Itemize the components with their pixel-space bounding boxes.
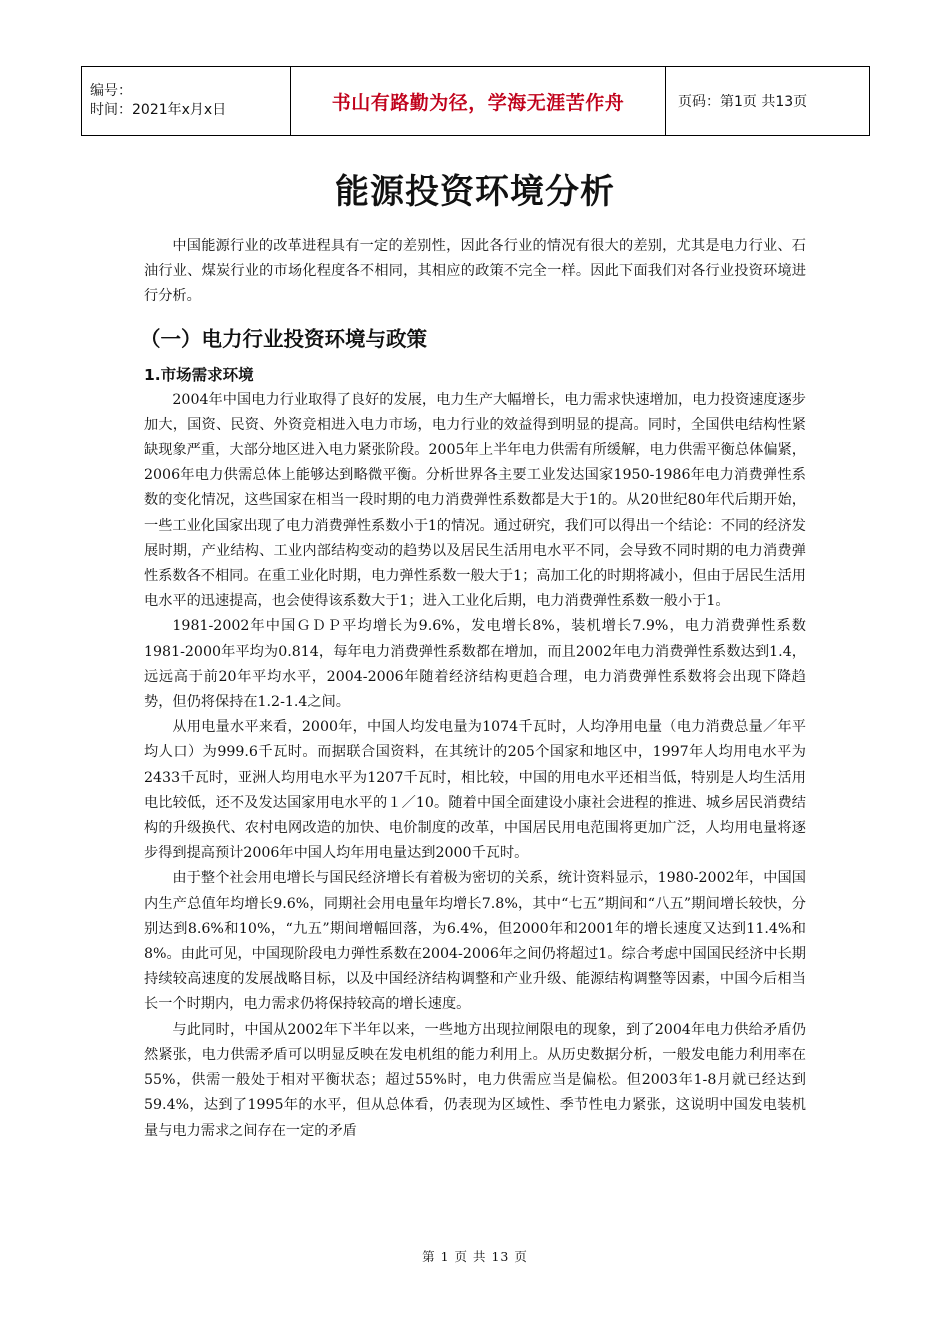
document-number-label: 编号： [90, 83, 132, 99]
document-time-label: 时间：2021年x月x日 [90, 102, 227, 118]
document-body [140, 234, 806, 1144]
body-paragraph: 与此同时，中国从2002年下半年以来，一些地方出现拉闸限电的现象，到了2004年电力供给矛盾仍然紧张，电力供需矛盾可以明显反映在发电机组的能力利用上。从历史数据分析，一般发电能力利用率在55%，供需一般处于相对平衡状态；超过55%时，电力供需应当是偏松。但2003年1-8月就已经达到59.4%，达到了1995年的水平，但从总体看，仍表现为区域性、季节性电力紧张，这说明中国发电装机量与电力需求之间存在一定的矛盾 [144, 1021, 806, 1139]
body-paragraph: 由于整个社会用电增长与国民经济增长有着极为密切的关系，统计资料显示，1980-2002年，中国国内生产总值年均增长9.6%，同期社会用电量年均增长7.8%，其中“七五”期间和“八五”期间增长较快，分别达到8.6%和10%，“九五”期间增幅回落，为6.4%，但2000年和2001年的增长速度又达到11.4%和8%。由此可见，中国现阶段电力弹性系数在2004-2006年之间仍将超过1。综合考虑中国国民经济中长期持续较高速度的发展战略目标，以及中国经济结构调整和产业升级、能源结构调整等因素，中国今后相当长一个时期内，电力需求仍将保持较高的增长速度。 [144, 870, 806, 1013]
intro-paragraph: 中国能源行业的改革进程具有一定的差别性，因此各行业的情况有很大的差别，尤其是电力行业、石油行业、煤炭行业的市场化程度各不相同，其相应的政策不完全一样。因此下面我们对各行业投资环境进行分析。 [144, 238, 806, 305]
subsection-heading: 1.市场需求环境 [144, 365, 254, 384]
header-page-info: 页码：第1页 共13页 [666, 67, 870, 136]
body-paragraph: 1981-2002年中国ＧＤＰ平均增长为9.6%，发电增长8%，装机增长7.9%，电力消费弹性系数1981-2000年平均为0.814，每年电力消费弹性系数都在增加，而且2002年电力消费弹性系数达到1.4，远远高于前20年平均水平，2004-2006年随着经济结构更趋合理，电力消费弹性系数将会出现下降趋势，但仍将保持在1.2-1.4之间。 [144, 618, 806, 711]
document-title: 能源投资环境分析 [335, 172, 615, 212]
header-table [81, 66, 870, 136]
header-meta-cell [82, 67, 291, 136]
header-motto: 书山有路勤为径，学海无涯苦作舟 [291, 67, 666, 136]
section-heading: （一）电力行业投资环境与政策 [140, 326, 427, 351]
body-paragraph: 从用电量水平来看，2000年，中国人均发电量为1074千瓦时，人均净用电量（电力消费总量／年平均人口）为999.6千瓦时。而据联合国资料，在其统计的205个国家和地区中，1997年人均用电水平为2433千瓦时，亚洲人均用电水平为1207千瓦时，相比较，中国的用电水平还相当低，特别是人均生活用电比较低，还不及发达国家用电水平的１／10。随着中国全面建设小康社会进程的推进、城乡居民消费结构的升级换代、农村电网改造的加快、电价制度的改革，中国居民用电范围将更加广泛，人均用电量将逐步得到提高预计2006年中国人均年用电量达到2000千瓦时。 [144, 719, 806, 862]
body-paragraph: 2004年中国电力行业取得了良好的发展，电力生产大幅增长，电力需求快速增加，电力投资速度逐步加大，国资、民资、外资竞相进入电力市场，电力行业的效益得到明显的提高。同时，全国供电结构性紧缺现象严重，大部分地区进入电力紧张阶段。2005年上半年电力供需有所缓解，电力供需平衡总体偏紧，2006年电力供需总体上能够达到略微平衡。分析世界各主要工业发达国家1950-1986年电力消费弹性系数的变化情况，这些国家在相当一段时期的电力消费弹性系数都是大于1的。从20世纪80年代后期开始，一些工业化国家出现了电力消费弹性系数小于1的情况。通过研究，我们可以得出一个结论：不同的经济发展时期，产业结构、工业内部结构变动的趋势以及居民生活用电水平不同，会导致不同时期的电力消费弹性系数各不相同。在重工业化时期，电力弹性系数一般大于1；高加工化的时期将减小，但由于居民生活用电水平的迅速提高，也会使得该系数大于1；进入工业化后期，电力消费弹性系数一般小于1。 [144, 391, 806, 610]
page-footer: 第 1 页 共 13 页 [422, 1249, 528, 1264]
